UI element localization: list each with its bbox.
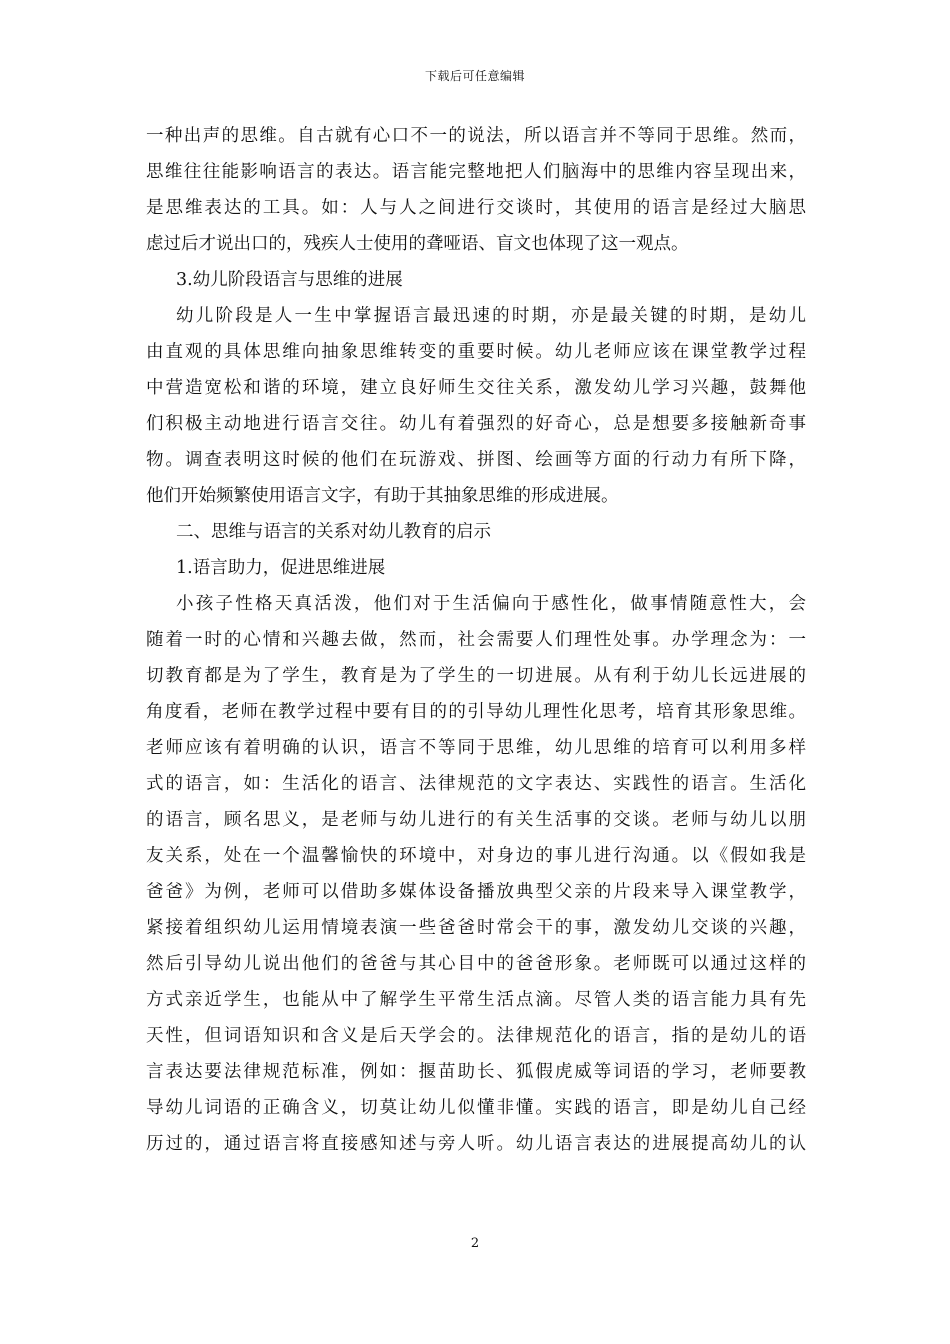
text-line: 由直观的具体思维向抽象思维转变的重要时候。幼儿老师应该在课堂教学过程 — [146, 342, 806, 362]
section-heading: 1.语言助力，促进思维进展 — [176, 558, 386, 578]
body-text — [146, 118, 806, 1162]
text-line: 天性，但词语知识和含义是后天学会的。法律规范化的语言，指的是幼儿的语 — [146, 1026, 806, 1046]
text-line: 角度看，老师在教学过程中要有目的的引导幼儿理性化思考，培育其形象思维。 — [146, 702, 806, 722]
text-line: 言表达要法律规范标准，例如：揠苗助长、狐假虎威等词语的学习，老师要教 — [146, 1062, 806, 1082]
text-line: 小孩子性格天真活泼，他们对于生活偏向于感性化，做事情随意性大，会 — [176, 594, 806, 614]
text-line: 历过的，通过语言将直接感知述与旁人听。幼儿语言表达的进展提高幼儿的认 — [146, 1134, 806, 1154]
page-number: 2 — [470, 1236, 480, 1251]
text-line: 虑过后才说出口的，残疾人士使用的聋哑语、盲文也体现了这一观点。 — [146, 234, 689, 254]
text-line: 式的语言，如：生活化的语言、法律规范的文字表达、实践性的语言。生活化 — [146, 774, 806, 794]
text-line: 友关系，处在一个温馨愉快的环境中，对身边的事儿进行沟通。以《假如我是 — [146, 846, 806, 866]
text-line: 一种出声的思维。自古就有心口不一的说法，所以语言并不等同于思维。然而， — [146, 126, 806, 146]
text-line: 的语言，顾名思义，是老师与幼儿进行的有关生活事的交谈。老师与幼儿以朋 — [146, 810, 806, 830]
text-line: 随着一时的心情和兴趣去做，然而，社会需要人们理性处事。办学理念为：一 — [146, 630, 806, 650]
text-line: 紧接着组织幼儿运用情境表演一些爸爸时常会干的事，激发幼儿交谈的兴趣， — [146, 918, 806, 938]
text-line: 们积极主动地进行语言交往。幼儿有着强烈的好奇心，总是想要多接触新奇事 — [146, 414, 806, 434]
page-header: 下载后可任意编辑 — [424, 69, 525, 83]
text-line: 爸爸》为例，老师可以借助多媒体设备播放典型父亲的片段来导入课堂教学， — [146, 882, 806, 902]
text-line: 切教育都是为了学生，教育是为了学生的一切进展。从有利于幼儿长远进展的 — [146, 666, 806, 686]
text-line: 幼儿阶段是人一生中掌握语言最迅速的时期，亦是最关键的时期，是幼儿 — [176, 306, 806, 326]
text-line: 方式亲近学生，也能从中了解学生平常生活点滴。尽管人类的语言能力具有先 — [146, 990, 806, 1010]
text-line: 然后引导幼儿说出他们的爸爸与其心目中的爸爸形象。老师既可以通过这样的 — [146, 954, 806, 974]
text-line: 中营造宽松和谐的环境，建立良好师生交往关系，激发幼儿学习兴趣，鼓舞他 — [146, 378, 806, 398]
text-line: 老师应该有着明确的认识，语言不等同于思维，幼儿思维的培育可以利用多样 — [146, 738, 806, 758]
section-heading: 3.幼儿阶段语言与思维的进展 — [176, 270, 403, 290]
text-line: 导幼儿词语的正确含义，切莫让幼儿似懂非懂。实践的语言，即是幼儿自己经 — [146, 1098, 806, 1118]
text-line: 他们开始频繁使用语言文字，有助于其抽象思维的形成进展。 — [146, 486, 619, 506]
text-line: 思维往往能影响语言的表达。语言能完整地把人们脑海中的思维内容呈现出来， — [146, 162, 806, 182]
text-line: 物。调查表明这时候的他们在玩游戏、拼图、绘画等方面的行动力有所下降， — [146, 450, 806, 470]
text-line: 是思维表达的工具。如：人与人之间进行交谈时，其使用的语言是经过大脑思 — [146, 198, 806, 218]
section-heading: 二、思维与语言的关系对幼儿教育的启示 — [176, 522, 491, 542]
